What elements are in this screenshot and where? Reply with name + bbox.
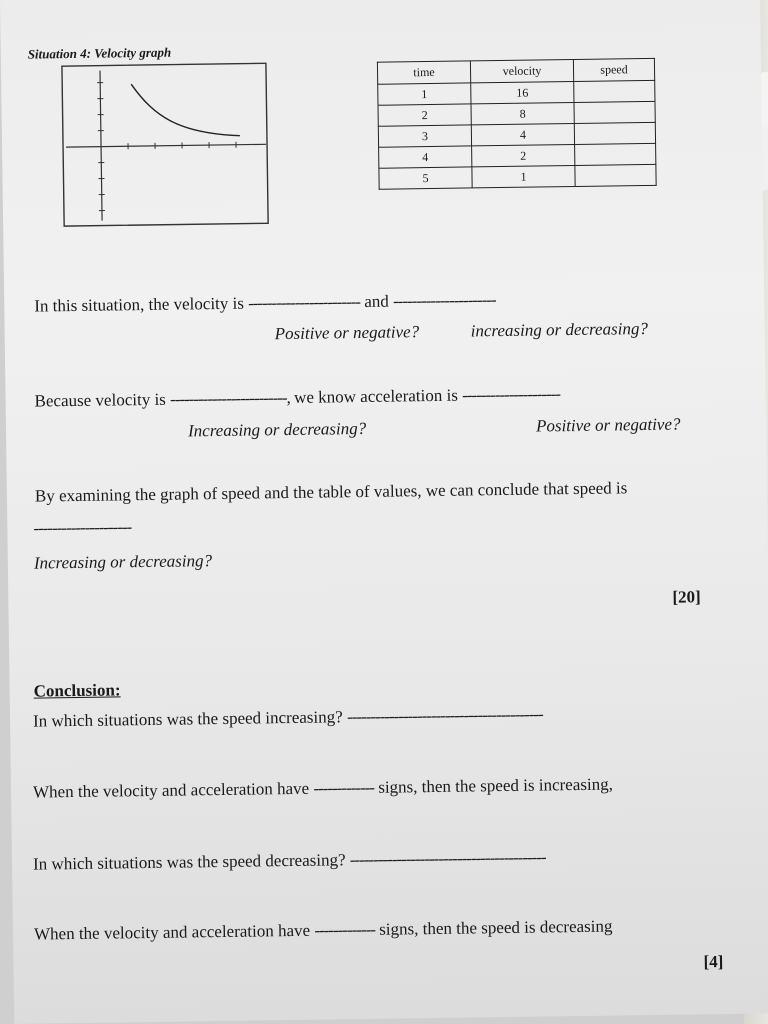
question-speed: By examining the graph of speed and the table of values, we can conclude that speed is: [34, 478, 628, 506]
conclusion-question-increasing: [33, 704, 543, 731]
conclusion-heading: Conclusion:: [33, 680, 121, 701]
answer-blank[interactable]: ---------------------: [462, 384, 561, 405]
hint-text: Increasing or decreasing?: [187, 418, 367, 441]
velocity-curve: [131, 83, 240, 138]
marks-label: [20]: [672, 587, 701, 607]
table-row: [379, 164, 656, 189]
marks-label: [4]: [703, 951, 724, 972]
header-speed: speed: [573, 58, 654, 81]
conclusion-question-decreasing: [33, 847, 546, 874]
cell-velocity: 8: [471, 102, 574, 124]
graph-y-axis: [100, 71, 102, 221]
hint-text: Positive or negative?: [535, 414, 681, 436]
hint-text: Increasing or decreasing?: [33, 551, 213, 573]
question-text: we know acceleration is: [293, 385, 459, 407]
cell-time: 1: [378, 83, 471, 105]
answer-blank[interactable]: ------------------------------------------: [346, 704, 543, 727]
cell-time: 2: [378, 104, 471, 126]
cell-velocity: 16: [471, 81, 574, 103]
question-acceleration: [34, 384, 560, 411]
question-text: Because velocity is: [34, 389, 166, 411]
answer-blank[interactable]: -------------: [313, 777, 375, 798]
cell-time: 4: [379, 146, 472, 168]
conclusion-statement-decreasing: [34, 917, 613, 945]
situation-title: Situation 4: Velocity graph: [27, 44, 172, 62]
header-velocity: velocity: [470, 60, 573, 83]
cell-velocity: 4: [471, 123, 574, 145]
hint-text: increasing or decreasing?: [470, 318, 649, 341]
velocity-graph: [61, 62, 269, 227]
cell-time: 5: [379, 167, 472, 189]
statement-text: signs, then the speed is increasing,: [378, 774, 614, 797]
answer-blank[interactable]: ----------------------: [392, 290, 496, 311]
answer-blank[interactable]: ------------------------: [248, 292, 361, 313]
question-text: In which situations was the speed decreasing?: [32, 850, 346, 874]
statement-text: signs, then the speed is decreasing: [379, 916, 613, 939]
answer-blank[interactable]: ------------------------------------------: [349, 847, 546, 870]
cell-speed[interactable]: [574, 122, 655, 144]
statement-text: When the velocity and acceleration have: [32, 778, 310, 802]
cell-speed[interactable]: [574, 101, 655, 123]
statement-text: When the velocity and acceleration have: [33, 920, 311, 944]
conclusion-statement-increasing: [33, 775, 613, 803]
answer-blank[interactable]: -------------: [314, 919, 376, 940]
hint-text: Positive or negative?: [274, 322, 420, 344]
cell-speed[interactable]: [575, 164, 656, 186]
header-time: time: [377, 61, 470, 84]
cell-time: 3: [378, 125, 471, 147]
cell-speed[interactable]: [575, 143, 656, 165]
answer-blank[interactable]: ---------------------: [33, 517, 132, 538]
question-text: In this situation, the velocity is: [34, 293, 245, 316]
answer-blank[interactable]: -------------------------,: [169, 387, 290, 409]
question-text: In which situations was the speed increasing?: [32, 707, 343, 731]
question-velocity: [34, 290, 496, 316]
connector-text: and: [364, 291, 389, 311]
cell-velocity: 2: [472, 144, 575, 166]
cell-velocity: 1: [472, 165, 575, 187]
cell-speed[interactable]: [574, 80, 655, 102]
values-table: [377, 58, 657, 190]
